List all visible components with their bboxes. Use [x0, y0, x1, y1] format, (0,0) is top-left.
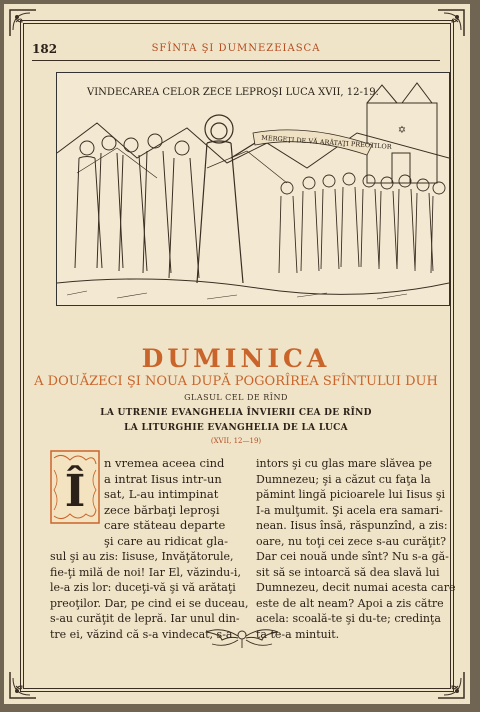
text-line: sul şi au zis: Iisuse, Invăţătorule, [50, 550, 234, 563]
text-line: preoţilor. Dar, pe cind ei se duceau, [50, 596, 249, 610]
text-line: nean. Iisus însă, răspunzînd, a zis: [256, 519, 448, 532]
sunday-subtitle: A DOUĂZECI ŞI NOUA DUPĂ POGORÎREA SFÎNTULUI DUH [34, 374, 438, 389]
running-title: SFÎNTA ŞI DUMNEZEIASCA [151, 43, 321, 54]
page-header [32, 42, 440, 58]
text-line: care stăteau departe [104, 518, 226, 532]
text-line: Dar cei nouă unde sînt? Nu s-a gă- [256, 550, 449, 563]
text-line: pămint lingă picioarele lui Iisus şi [256, 488, 445, 501]
text-line: sit să se intoarcă să dea slavă lui [256, 565, 440, 579]
text-line: este de alt neam? Apoi a zis către [256, 596, 444, 610]
text-line: acela: scoală-te şi du-te; credinţa [256, 612, 441, 625]
page-number: 182 [32, 42, 58, 56]
right-column [256, 456, 455, 642]
text-line: zece bărbaţi leproşi [104, 502, 220, 517]
text-line: I-a mulţumit. Şi acela era samari- [256, 503, 443, 517]
book-page [4, 4, 470, 704]
scroll-text: MERGEŢI DE VĂ ARĂTAŢI PREOTILOR [260, 133, 392, 151]
icon-illustration [56, 72, 450, 306]
healing-of-lepers-illustration [57, 73, 449, 305]
text-line: intors şi cu glas mare slăvea pe [256, 457, 433, 470]
text-line: le-a zis lor: duceţi-vă şi vă arătaţi [50, 581, 236, 594]
drop-cap-initial [50, 450, 100, 524]
glas-line: GLASUL CEL DE RÎND [184, 393, 288, 402]
utrenie-gospel-line: LA UTRENIE EVANGHELIA ÎNVIERII CEA DE RÎND [100, 408, 372, 418]
text-line: tre ei, văzind că s-a vindecat, s-a [50, 627, 233, 641]
text-line: Dumnezeu, decit numai acesta care [256, 581, 456, 594]
text-line: sat, L-au intimpinat [104, 487, 219, 501]
text-line: fie-ţi milă de noi! Iar El, văzindu-i, [50, 565, 241, 579]
text-line: şi care au ridicat gla- [104, 533, 228, 548]
corner-ornament-icon [436, 8, 466, 38]
liturgy-gospel-line: LA LITURGHIE EVANGHELIA DE LA LUCA [124, 423, 348, 433]
drop-cap-letter: Î [64, 466, 86, 517]
scripture-reference: (XVII, 12—19) [210, 437, 262, 445]
text-line: a intrat Iisus intr-un [104, 471, 222, 486]
corner-ornament-icon [8, 8, 38, 38]
svg-text:✡: ✡ [397, 125, 407, 136]
sunday-title: DUMINICA [141, 344, 331, 373]
illustration-caption: VINDECAREA CELOR ZECE LEPROŞI LUCA XVII, 12-19. [87, 87, 379, 98]
header-rule [32, 60, 440, 61]
left-column-top [104, 456, 228, 549]
text-line: Dumnezeu; şi a căzut cu faţa la [256, 472, 431, 486]
text-line: ta te-a mintuit. [256, 627, 340, 641]
text-line: s-au curăţit de lepră. Iar unul din- [50, 612, 240, 625]
text-line: n vremea aceea cind [104, 456, 225, 470]
text-line: oare, nu toţi cei zece s-au curăţit? [256, 534, 447, 548]
corner-ornament-icon [436, 670, 466, 700]
seraph-ornament-icon [202, 622, 282, 652]
corner-ornament-icon [8, 670, 38, 700]
